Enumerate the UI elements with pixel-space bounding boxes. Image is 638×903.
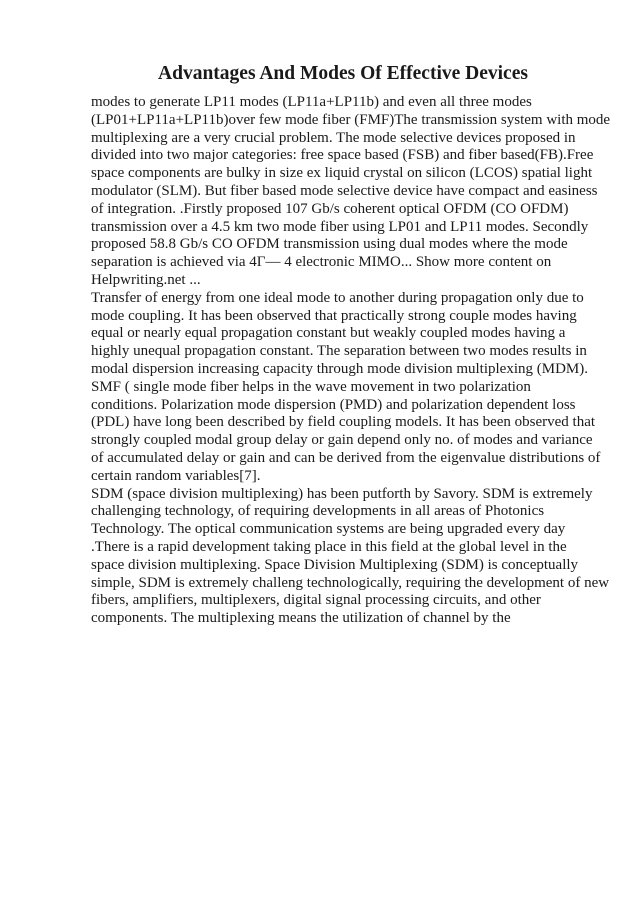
text-line: Transfer of energy from one ideal mode to another during propagation only due to (91, 289, 584, 306)
text-line: divided into two major categories: free space based (FSB) and fiber based(FB).Free (91, 147, 594, 164)
text-line: Technology. The optical communication systems are being upgraded every day (91, 521, 566, 538)
text-line: conditions. Polarization mode dispersion (PMD) and polarization dependent loss (91, 396, 576, 413)
text-line: modes to generate LP11 modes (LP11a+LP11b) and even all three modes (91, 94, 532, 110)
text-line: modulator (SLM). But fiber based mode selective device have compact and easiness (91, 182, 598, 199)
text-line: SDM (space division multiplexing) has been putforth by Savory. SDM is extremely (91, 485, 593, 502)
text-line: multiplexing are a very crucial problem. The mode selective devices proposed in (91, 129, 576, 146)
text-line: fibers, amplifiers, multiplexers, digital signal processing circuits, and other (91, 592, 541, 609)
text-line: mode coupling. It has been observed that practically strong couple modes having (91, 307, 577, 324)
text-line: proposed 58.8 Gb/s CO OFDM transmission using dual modes where the mode (91, 236, 568, 253)
text-line: strongly coupled modal group delay or gain depend only no. of modes and variance (91, 432, 593, 449)
text-line: separation is achieved via 4Γ— 4 electronic MIMO... Show more content on (91, 254, 552, 271)
document-body (91, 94, 611, 628)
text-line: .There is a rapid development taking place in this field at the global level in the (91, 538, 567, 555)
text-line: (PDL) have long been described by field coupling models. It has been observed that (91, 414, 596, 431)
text-line: of integration. .Firstly proposed 107 Gb/s coherent optical OFDM (CO OFDM) (91, 200, 569, 217)
text-line: modal dispersion increasing capacity through mode division multiplexing (MDM). (91, 360, 588, 377)
text-line: of accumulated delay or gain and can be derived from the eigenvalue distributions of (91, 449, 601, 466)
text-line: transmission over a 4.5 km two mode fiber using LP01 and LP11 modes. Secondly (91, 218, 589, 235)
text-line: challenging technology, of requiring developments in all areas of Photonics (91, 503, 545, 520)
text-line: certain random variables[7]. (91, 467, 261, 484)
document-title: Advantages And Modes Of Effective Devices (158, 63, 528, 84)
text-line: equal or nearly equal propagation constant but weakly coupled modes having a (91, 325, 566, 342)
text-line: space division multiplexing. Space Division Multiplexing (SDM) is conceptually (91, 556, 579, 573)
text-line: space components are bulky in size ex liquid crystal on silicon (LCOS) spatial light (91, 165, 593, 182)
text-line: simple, SDM is extremely challeng technologically, requiring the development of new (91, 574, 610, 591)
text-line: (LP01+LP11a+LP11b)over few mode fiber (FMF)The transmission system with mode (91, 111, 611, 128)
text-line: SMF ( single mode fiber helps in the wave movement in two polarization (91, 378, 531, 395)
text-line: components. The multiplexing means the utilization of channel by the (91, 610, 511, 627)
text-line: highly unequal propagation constant. The separation between two modes results in (91, 343, 587, 360)
text-line: Helpwriting.net ... (91, 271, 201, 288)
